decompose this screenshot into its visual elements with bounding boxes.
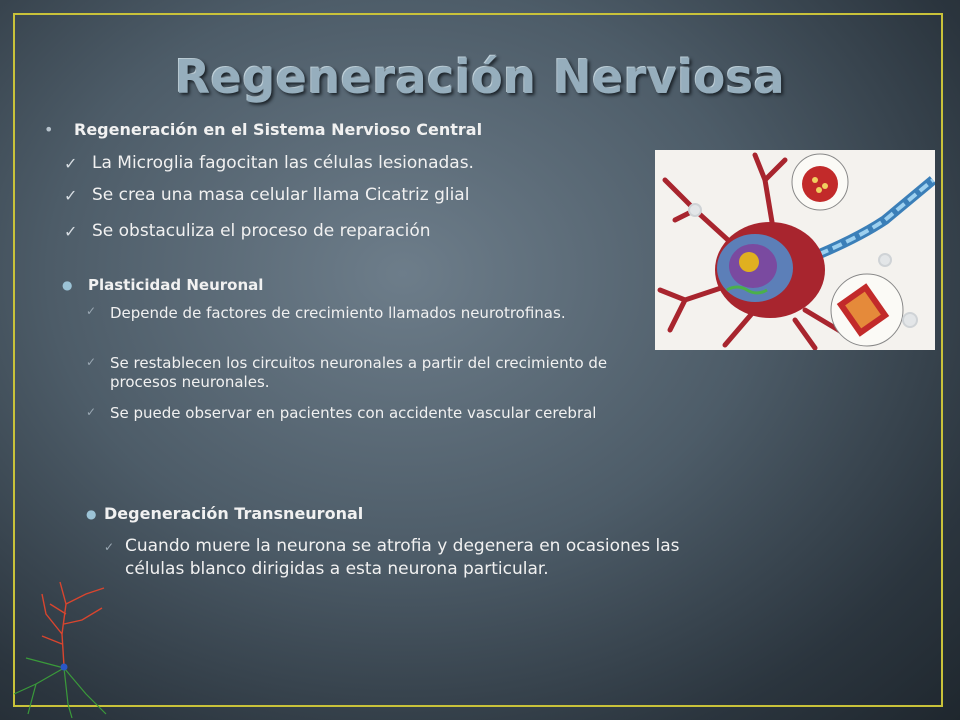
section-heading-cns: Regeneración en el Sistema Nervioso Central: [74, 120, 483, 139]
checkmark-icon: ✓: [86, 405, 97, 419]
checkmark-icon: ✓: [64, 222, 78, 241]
list-item: La Microglia fagocitan las células lesionadas.: [92, 153, 474, 173]
section-heading-plasticity: Plasticidad Neuronal: [88, 276, 264, 294]
section-heading-transneuronal: Degeneración Transneuronal: [104, 504, 364, 523]
list-item: Se obstaculiza el proceso de reparación: [92, 221, 431, 241]
neuron-diagram-image: [655, 150, 935, 350]
checkmark-icon: ✓: [104, 540, 115, 554]
round-bullet-icon: •: [44, 120, 54, 139]
round-bullet-icon: ●: [86, 507, 97, 521]
checkmark-icon: ✓: [86, 355, 97, 369]
checkmark-icon: ✓: [64, 154, 78, 173]
round-bullet-icon: ●: [62, 278, 73, 292]
list-item: Se crea una masa celular llama Cicatriz glial: [92, 185, 470, 205]
list-item: Se puede observar en pacientes con accidente vascular cerebral: [110, 404, 597, 422]
list-item: Depende de factores de crecimiento llamados neurotrofinas.: [110, 304, 566, 322]
checkmark-icon: ✓: [64, 186, 78, 205]
slide-title: Regeneración Nerviosa: [174, 50, 786, 104]
list-item: Se restablecen los circuitos neuronales a partir del crecimiento de procesos neuronales.: [110, 354, 608, 391]
list-item: Cuando muere la neurona se atrofia y degenera en ocasiones las células blanco dirigidas a esta neurona particular.: [125, 536, 680, 579]
checkmark-icon: ✓: [86, 304, 97, 318]
neuron-sketch-image: [6, 574, 116, 718]
